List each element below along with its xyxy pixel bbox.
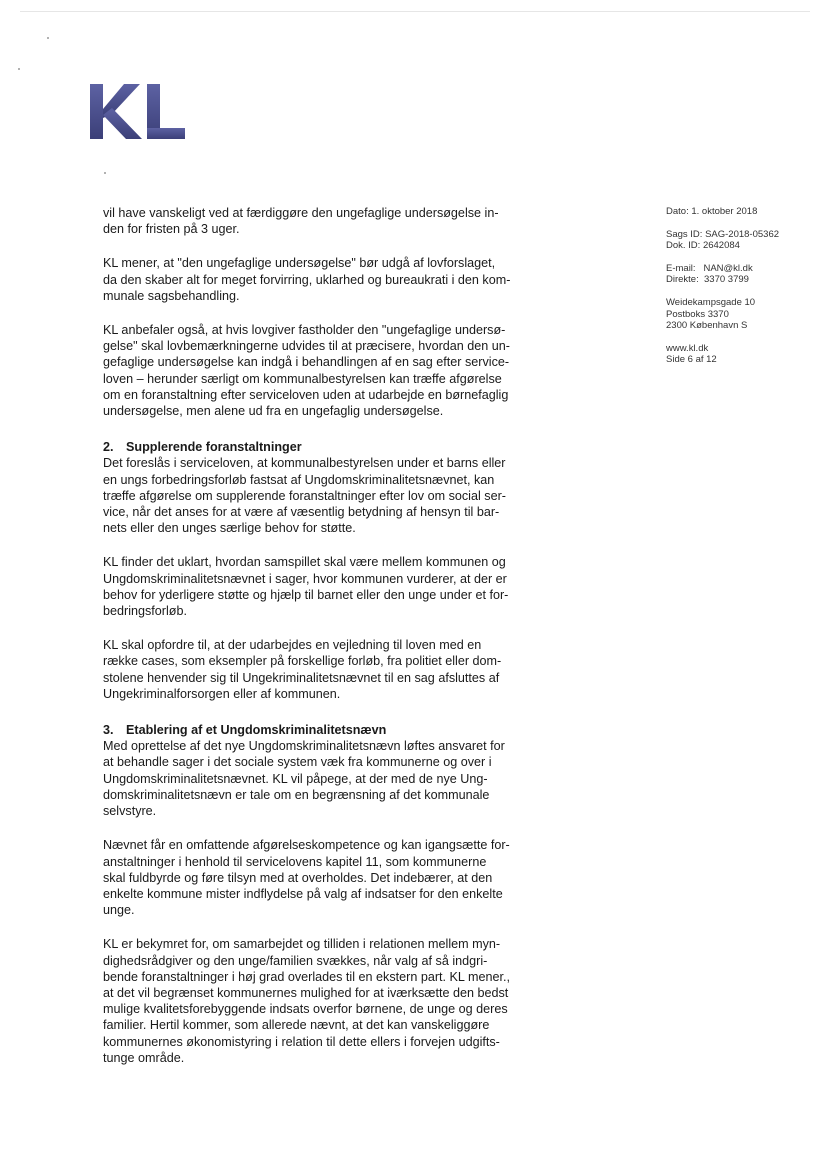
kl-logo xyxy=(90,82,186,142)
text-line: Nævnet får en omfattende afgørelseskompetence og kan igangsætte for- xyxy=(103,838,510,853)
text-line: bende foranstaltninger i høj grad overlades til en ekstern part. KL mener., xyxy=(103,969,510,984)
page-number: Side 6 af 12 xyxy=(666,354,717,366)
scan-speck xyxy=(47,37,49,39)
text-line: enkelte kommune mister indflydelse på valg af indsatser for den enkelte xyxy=(103,886,503,901)
contact-email: E-mail: NAN@kl.dk xyxy=(666,262,753,274)
text-line: KL skal opfordre til, at der udarbejdes en vejledning til loven med en xyxy=(103,638,482,653)
text-line: KL er bekymret for, om samarbejdet og tilliden i relationen mellem myn- xyxy=(103,937,501,952)
website: www.kl.dk xyxy=(666,342,709,354)
text-line: Ungdomskriminalitetsnævnet. KL vil påpege, at der med de nye Ung- xyxy=(103,771,488,786)
contact-block xyxy=(666,263,816,286)
text-line: vil have vanskeligt ved at færdiggøre den ungefaglige undersøgelse in- xyxy=(103,206,499,220)
text-line: gefaglige undersøgelse kan indgå i behandlingen af en sag efter service- xyxy=(103,355,510,370)
section-number: 2. xyxy=(103,440,114,455)
date-block xyxy=(666,206,816,218)
address-block xyxy=(666,297,816,332)
text-line: dighedsrådgiver og den unge/familien svækkes, når valg af så indgri- xyxy=(103,953,488,968)
text-line: træffe afgørelse om supplerende foranstaltninger efter lov om social ser- xyxy=(103,488,506,503)
text-line: selvstyre. xyxy=(103,804,157,819)
paragraph xyxy=(103,554,558,619)
text-line: stolene henvender sig til Ungekriminalitetsnævnet til en sag afsluttes af xyxy=(103,670,500,685)
paragraph xyxy=(103,322,558,419)
text-line: gelse" skal lovbemærkningerne udvides til at præcisere, hvordan den un- xyxy=(103,339,510,354)
paragraph xyxy=(103,738,558,819)
text-line: familier. Hertil kommer, som allerede nævnt, at det kan vanskeliggøre xyxy=(103,1018,490,1033)
scan-speck xyxy=(18,68,20,70)
text-line: en ungs forbedringsforløb fastsat af Ungdomskriminalitetsnævnet, kan xyxy=(103,472,495,487)
text-line: undersøgelse, men alene ud fra en ungefaglig undersøgelse. xyxy=(103,404,444,419)
section-heading xyxy=(103,439,558,455)
paragraph xyxy=(103,455,558,536)
paragraph xyxy=(103,837,558,918)
text-line: kommunernes økonomistyring i relation til dette ellers i forvejen udgifts- xyxy=(103,1034,500,1049)
address-line: 2300 København S xyxy=(666,320,748,332)
text-line: KL finder det uklart, hvordan samspillet skal være mellem kommunen og xyxy=(103,555,506,570)
paragraph xyxy=(103,255,558,304)
paragraph xyxy=(103,205,558,237)
web-block xyxy=(666,343,816,366)
paragraph xyxy=(103,936,558,1066)
text-line: Ungekriminalforsorgen eller af kommunen. xyxy=(103,686,341,701)
text-line: nets eller den unges særlige behov for støtte. xyxy=(103,521,356,536)
address-line: Weidekampsgade 10 xyxy=(666,296,756,308)
top-scan-rule xyxy=(20,11,810,12)
text-line: skal fuldbyrde og føre tilsyn med at overholdes. Det indebærer, at den xyxy=(103,870,493,885)
text-line: behov for yderligere støtte og hjælp til barnet eller den unge under et for- xyxy=(103,587,509,602)
section-title: Etablering af et Ungdomskriminalitetsnævn xyxy=(126,723,387,738)
letter-date: Dato: 1. oktober 2018 xyxy=(666,206,758,217)
section-heading xyxy=(103,722,558,738)
scan-speck xyxy=(104,172,106,174)
text-line: den for fristen på 3 uger. xyxy=(103,222,240,237)
text-line: da den skaber alt for meget forvirring, uklarhed og bureaukrati i den kom- xyxy=(103,272,511,287)
letter-metadata xyxy=(666,206,816,377)
text-line: KL anbefaler også, at hvis lovgiver fastholder den "ungefaglige undersø- xyxy=(103,323,506,338)
text-line: mulige kvalitetsforebyggende indsats overfor børnene, de unge og deres xyxy=(103,1002,508,1017)
text-line: at det vil begrænset kommunernes mulighed for at iværksætte den bedst xyxy=(103,985,509,1000)
text-line: bedringsforløb. xyxy=(103,604,187,619)
text-line: unge. xyxy=(103,903,135,918)
text-line: at behandle sager i det sociale system væk fra kommunerne og over i xyxy=(103,755,492,770)
document-id: Dok. ID: 2642084 xyxy=(666,240,740,252)
text-line: munale sagsbehandling. xyxy=(103,288,240,303)
reference-block xyxy=(666,229,816,252)
section-title: Supplerende foranstaltninger xyxy=(126,440,302,455)
text-line: Ungdomskriminalitetsnævnet i sager, hvor kommunen vurderer, at der er xyxy=(103,571,507,586)
text-line: KL mener, at "den ungefaglige undersøgelse" bør udgå af lovforslaget, xyxy=(103,256,496,271)
text-line: anstaltninger i henhold til servicelovens kapitel 11, som kommunerne xyxy=(103,854,487,869)
text-line: Med oprettelse af det nye Ungdomskriminalitetsnævn løftes ansvaret for xyxy=(103,739,505,754)
case-id: Sags ID: SAG-2018-05362 xyxy=(666,228,780,240)
letter-body xyxy=(103,205,558,1084)
text-line: vice, når det anses for at være af væsentlig betydning af hensyn til bar- xyxy=(103,505,500,520)
text-line: række cases, som eksempler på forskellige forløb, fra politiet eller dom- xyxy=(103,654,502,669)
address-line: Postboks 3370 xyxy=(666,308,729,320)
text-line: loven – herunder særligt om kommunalbestyrelsen kan træffe afgørelse xyxy=(103,371,502,386)
text-line: Det foreslås i serviceloven, at kommunalbestyrelsen under et barns eller xyxy=(103,456,506,471)
section-number: 3. xyxy=(103,723,114,738)
paragraph xyxy=(103,637,558,702)
kl-logo-mark xyxy=(90,82,186,142)
text-line: tunge område. xyxy=(103,1050,185,1065)
text-line: om en foranstaltning efter serviceloven uden at udarbejde en børnefaglig xyxy=(103,387,509,402)
contact-phone: Direkte: 3370 3799 xyxy=(666,274,749,286)
text-line: domskriminalitetsnævn er tale om en begrænsning af det kommunale xyxy=(103,787,490,802)
